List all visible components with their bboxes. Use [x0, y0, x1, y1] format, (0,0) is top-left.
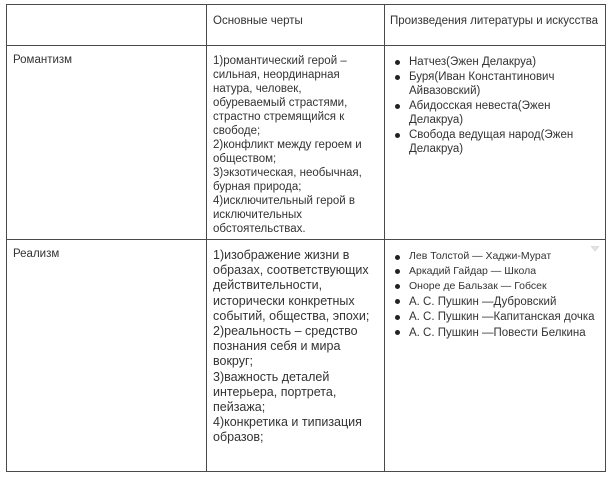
feature-line: интерьера, портрета, — [213, 384, 337, 399]
romanticism-features — [207, 46, 384, 236]
work-title: Свобода ведущая народ(Эжен Делакруа) — [409, 129, 574, 155]
list-item — [389, 70, 597, 98]
feature-line: обстоятельствах. — [213, 223, 306, 235]
list-item — [389, 295, 597, 309]
feature-line: 1)изображение жизни в — [213, 248, 350, 262]
bullet-icon — [395, 284, 400, 289]
works-list — [389, 250, 597, 340]
header-cell-empty — [7, 5, 206, 45]
feature-line: познания себя и мира — [213, 339, 341, 354]
list-item — [389, 99, 597, 127]
list-item — [389, 265, 597, 279]
romanticism-works — [385, 46, 605, 157]
list-item — [389, 310, 597, 324]
list-item — [389, 128, 597, 156]
bullet-icon — [395, 269, 400, 274]
work-title: Натчез(Эжен Делакруа) — [409, 56, 537, 68]
feature-line: бурная природа; — [213, 181, 302, 193]
feature-line: образах, соответствующих — [213, 263, 369, 278]
feature-line: 3)экзотическая, необычная, — [213, 167, 362, 179]
header-works: Произведения литературы и искусства — [390, 15, 598, 27]
feature-line: страстно стремящийся к — [213, 111, 345, 123]
bullet-icon — [395, 330, 400, 335]
work-title: Лев Толстой — Хаджи-Мурат — [409, 250, 552, 262]
list-item — [389, 280, 597, 294]
work-title: А. С. Пушкин —Дубровский — [409, 295, 557, 308]
work-title: Буря(Иван Константинович Айвазовский) — [409, 71, 555, 97]
feature-line: 4)исключительный герой в — [213, 195, 356, 207]
list-item — [389, 55, 597, 69]
feature-line: 4)конкретика и типизация — [213, 415, 362, 430]
bullet-icon — [395, 299, 400, 304]
feature-line: обуреваемый страстями, — [213, 97, 348, 109]
feature-line: пейзажа; — [213, 400, 266, 415]
feature-line: действительности, — [213, 278, 323, 293]
work-title: А. С. Пушкин —Капитанская дочка — [409, 311, 595, 324]
feature-line: событий, общества, эпохи; — [213, 308, 370, 323]
feature-line: 1)романтический герой – — [213, 55, 347, 67]
feature-line: натура, человек, — [213, 83, 302, 95]
realism-features — [207, 240, 384, 446]
row-name-realism: Реализм — [13, 248, 60, 260]
header-features: Основные черты — [213, 15, 303, 27]
list-item — [389, 326, 597, 340]
work-title: А. С. Пушкин —Повести Белкина — [409, 326, 586, 339]
work-title: Аркадий Гайдар — Школа — [409, 264, 537, 277]
bullet-icon — [395, 255, 400, 260]
bullet-icon — [395, 315, 400, 320]
feature-line: исторически конкретных — [213, 293, 355, 308]
literature-table — [6, 4, 606, 472]
realism-works — [385, 240, 605, 341]
bullet-icon — [395, 104, 400, 109]
feature-line: исключительных — [213, 209, 303, 221]
feature-line: свободе; — [213, 125, 261, 137]
feature-line: 2)реальность – средство — [213, 324, 358, 339]
feature-line: обществом; — [213, 153, 277, 165]
bullet-icon — [395, 75, 400, 80]
list-item — [389, 250, 597, 264]
feature-line: 2)конфликт между героем и — [213, 139, 362, 151]
feature-line: вокруг; — [213, 354, 254, 369]
feature-line: образов; — [213, 430, 264, 445]
bullet-icon — [395, 133, 400, 138]
bullet-icon — [395, 60, 400, 65]
feature-line: сильная, неординарная — [213, 69, 340, 81]
row-name-romanticism: Романтизм — [13, 54, 73, 66]
works-list — [389, 55, 597, 156]
feature-line: 3)важность деталей — [213, 369, 330, 384]
work-title: Абидосская невеста(Эжен Делакруа) — [409, 100, 551, 126]
work-title: Оноре де Бальзак — Гобсек — [409, 279, 547, 292]
